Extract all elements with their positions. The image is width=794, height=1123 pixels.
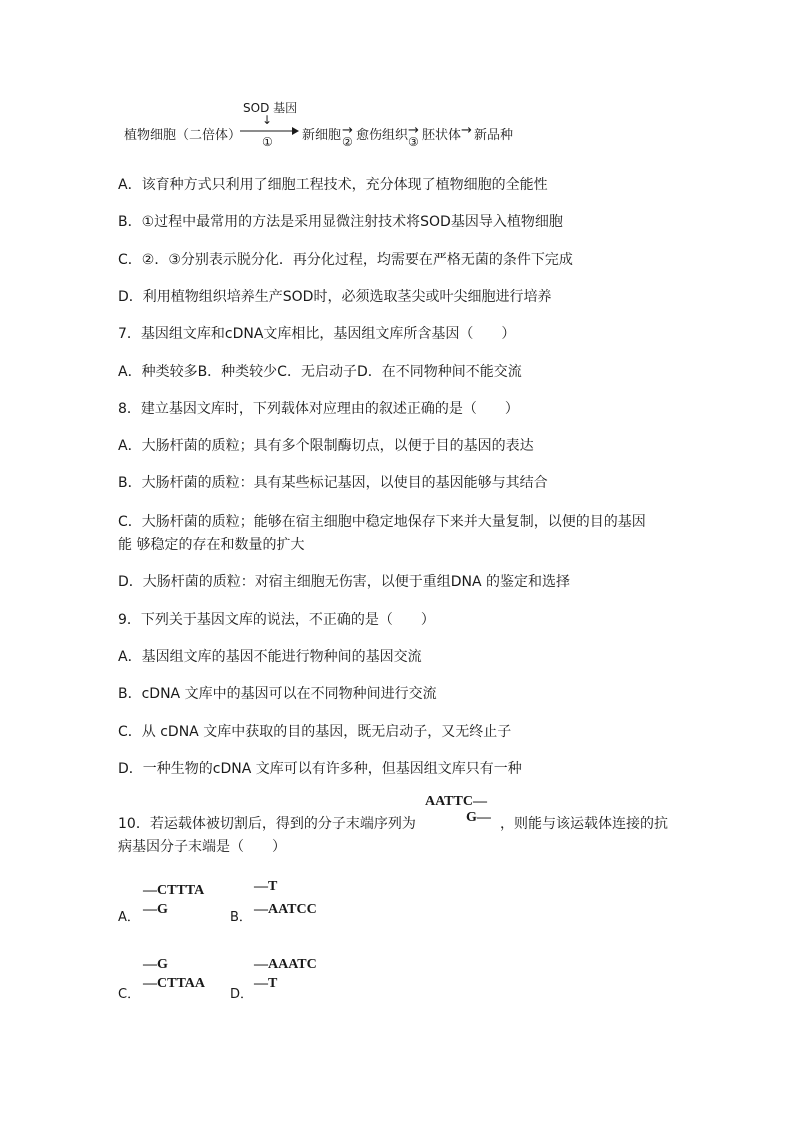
q10-option-d-top: —AAATC	[254, 957, 317, 972]
q10-option-a-bottom: —G	[143, 902, 168, 917]
q8-option-d: D．大肠杆菌的质粒：对宿主细胞无伤害，以便于重组DNA 的鉴定和选择	[118, 574, 571, 590]
q10-option-c-bottom: —CTTAA	[143, 976, 205, 991]
q10-option-a-letter: A．	[118, 910, 140, 925]
diagram-embryoid-label: 胚状体	[422, 128, 462, 143]
q10-stem-pre: 10．若运载体被切割后，得到的分子末端序列为	[118, 816, 416, 832]
diagram-callus-label: 愈伤组织	[356, 128, 409, 143]
q10-option-d-letter: D．	[230, 987, 254, 1002]
q9-option-d: D．一种生物的cDNA 文库可以有许多种，但基因组文库只有一种	[118, 761, 522, 777]
q8-option-c-line2: 能 够稳定的存在和数量的扩大	[118, 537, 305, 553]
q10-option-c-top: —G	[143, 957, 168, 972]
arrow-icon: →	[461, 123, 472, 138]
q9-stem: 9．下列关于基因文库的说法，不正确的是（ ）	[118, 612, 435, 628]
down-arrow-icon: ↓	[262, 113, 273, 127]
q6-option-d: D．利用植物组织培养生产SOD时，必须选取茎尖或叶尖细胞进行培养	[118, 289, 552, 305]
q10-option-b-letter: B．	[230, 910, 252, 925]
step-3-marker: ③	[408, 135, 419, 149]
q10-option-c-letter: C．	[118, 987, 141, 1002]
diagram-new-cell-label: 新细胞	[302, 128, 342, 143]
diagram-start-label: 植物细胞（二倍体）	[124, 128, 242, 143]
q10-option-b-top: —T	[254, 879, 278, 894]
arrow-icon: →	[408, 123, 419, 138]
step-1-marker: ①	[262, 135, 273, 149]
q10-option-b-bottom: —AATCC	[254, 902, 317, 917]
q10-stem-post: ，则能与该运载体连接的抗	[500, 816, 668, 832]
q6-option-c: C．②．③分别表示脱分化．再分化过程，均需要在严格无菌的条件下完成	[118, 252, 573, 268]
q6-option-a: A．该育种方式只利用了细胞工程技术，充分体现了植物细胞的全能性	[118, 177, 548, 193]
q10-sequence-bottom: G—	[466, 810, 491, 825]
q10-stem-line2: 病基因分子末端是（ ）	[118, 839, 286, 855]
q9-option-b: B．cDNA 文库中的基因可以在不同物种间进行交流	[118, 686, 437, 702]
q8-stem: 8．建立基因文库时，下列载体对应理由的叙述正确的是（ ）	[118, 401, 519, 417]
q10-option-d-bottom: —T	[254, 976, 278, 991]
q7-stem: 7．基因组文库和cDNA文库相比，基因组文库所含基因（ ）	[118, 326, 516, 342]
q8-option-b: B．大肠杆菌的质粒：具有某些标记基因，以使目的基因能够与其结合	[118, 475, 548, 491]
q10-option-a-top: —CTTTA	[143, 883, 205, 898]
sod-gene-label: SOD 基因	[243, 101, 298, 115]
q10-sequence-top: AATTC—	[425, 794, 487, 809]
q6-option-b: B．①过程中最常用的方法是采用显微注射技术将SOD基因导入植物细胞	[118, 214, 563, 230]
q8-option-c-line1: C．大肠杆菌的质粒；能够在宿主细胞中稳定地保存下来并大量复制，以便的目的基因	[118, 514, 646, 530]
arrow-icon: →	[342, 123, 353, 138]
q8-option-a: A．大肠杆菌的质粒；具有多个限制酶切点，以便于目的基因的表达	[118, 438, 534, 454]
q9-option-a: A．基因组文库的基因不能进行物种间的基因交流	[118, 649, 422, 665]
q9-option-c: C．从 cDNA 文库中获取的目的基因，既无启动子，又无终止子	[118, 724, 512, 740]
step-2-marker: ②	[342, 135, 353, 149]
q7-options: A．种类较多B．种类较少C．无启动子D．在不同物种间不能交流	[118, 364, 522, 380]
diagram-new-variety-label: 新品种	[474, 128, 514, 143]
